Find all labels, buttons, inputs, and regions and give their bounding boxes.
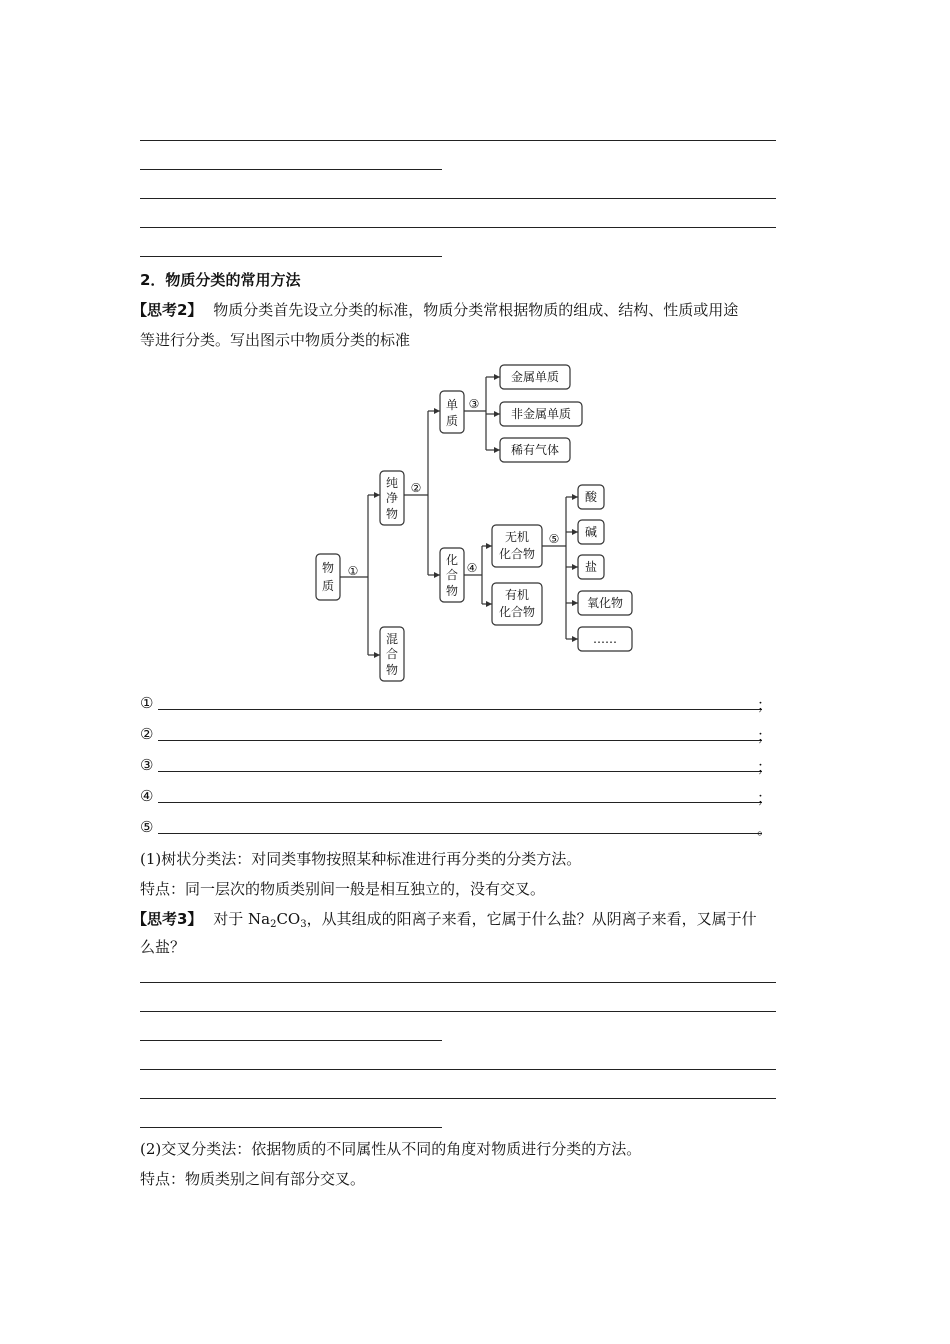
think2-line1: 物质分类首先设立分类的标准，物质分类常根据物质的组成、结构、性质或用途: [213, 301, 739, 319]
think3-line2: 么盐？: [140, 938, 186, 956]
marker-3: ③: [468, 397, 480, 411]
blank-end: ；: [756, 789, 772, 807]
blank-number: ①: [140, 694, 154, 712]
cross-method-feature: 特点：物质类别之间有部分交叉。: [140, 1170, 366, 1188]
blank-end: ；: [756, 727, 772, 745]
blank-number: ⑤: [140, 818, 154, 836]
think3-pre: 对于 Na: [213, 910, 271, 928]
marker-5: ⑤: [548, 532, 560, 546]
label-organic-2: 化合物: [498, 605, 536, 619]
label-base: 碱: [584, 525, 598, 539]
answer-line: [140, 140, 776, 141]
answer-line: [140, 1098, 776, 1099]
blank-row-4: [140, 787, 772, 809]
label-pure-3: 物: [385, 507, 399, 521]
blank-input-line[interactable]: [158, 771, 762, 772]
think2-paragraph: [132, 300, 738, 320]
label-pure-1: 纯: [385, 476, 399, 490]
blank-number: ②: [140, 725, 154, 743]
answer-line: [140, 1040, 442, 1041]
blank-end: ；: [756, 758, 772, 776]
tree-method-title: (1)树状分类法：对同类事物按照某种标准进行再分类的分类方法。: [140, 850, 582, 868]
think3-post: ，从其组成的阳离子来看，它属于什么盐？从阴离子来看，又属于什: [306, 910, 757, 928]
label-noble: 稀有气体: [510, 443, 560, 457]
label-acid: 酸: [584, 490, 598, 504]
answer-line: [140, 1011, 776, 1012]
label-inorganic-1: 无机: [504, 530, 530, 544]
answer-line: [140, 169, 442, 170]
think2-tag: 【思考2】: [132, 301, 203, 319]
blank-row-1: [140, 694, 772, 716]
think2-line2: 等进行分类。写出图示中物质分类的标准: [140, 331, 411, 349]
classification-diagram: [300, 355, 650, 685]
think3-sub1: 2: [270, 919, 277, 930]
blank-number: ④: [140, 787, 154, 805]
label-compound-2: 合: [445, 568, 459, 582]
answer-line: [140, 1069, 776, 1070]
label-pure-2: 净: [385, 491, 399, 505]
answer-line: [140, 256, 442, 257]
label-mixture-2: 合: [385, 647, 399, 661]
blank-end: ；: [756, 696, 772, 714]
label-root-1: 物: [321, 561, 335, 575]
label-compound-3: 物: [445, 584, 459, 598]
blank-row-3: [140, 756, 772, 778]
blank-row-2: [140, 725, 772, 747]
label-element-1: 单: [445, 398, 459, 412]
think3-tag: 【思考3】: [132, 910, 203, 928]
answer-line: [140, 982, 776, 983]
label-inorganic-2: 化合物: [498, 547, 536, 561]
marker-1: ①: [347, 564, 359, 578]
blank-input-line[interactable]: [158, 833, 762, 834]
think3-sub2: 3: [300, 919, 307, 930]
blank-input-line[interactable]: [158, 709, 762, 710]
label-element-2: 质: [445, 414, 459, 428]
label-organic-1: 有机: [504, 588, 530, 602]
blank-number: ③: [140, 756, 154, 774]
tree-method-feature: 特点：同一层次的物质类别间一般是相互独立的，没有交叉。: [140, 880, 546, 898]
blank-input-line[interactable]: [158, 740, 762, 741]
label-salt: 盐: [584, 560, 598, 574]
label-nonmetal: 非金属单质: [510, 407, 572, 421]
think3-mid: CO: [276, 910, 301, 928]
blank-row-5: [140, 818, 772, 840]
label-metal: 金属单质: [510, 370, 560, 384]
blank-input-line[interactable]: [158, 802, 762, 803]
label-oxide: 氧化物: [586, 596, 624, 610]
marker-4: ④: [466, 561, 478, 575]
answer-line: [140, 198, 776, 199]
label-etc: ……: [593, 632, 617, 646]
label-compound-1: 化: [445, 553, 459, 567]
blank-end: 。: [756, 820, 772, 838]
think3-paragraph: [132, 909, 757, 935]
label-mixture-1: 混: [385, 632, 399, 646]
label-root-2: 质: [321, 579, 335, 593]
label-mixture-3: 物: [385, 663, 399, 677]
section-heading: 2．物质分类的常用方法: [140, 271, 301, 289]
marker-2: ②: [410, 481, 422, 495]
answer-line: [140, 1127, 442, 1128]
cross-method-title: (2)交叉分类法：依据物质的不同属性从不同的角度对物质进行分类的方法。: [140, 1140, 642, 1158]
answer-line: [140, 227, 776, 228]
